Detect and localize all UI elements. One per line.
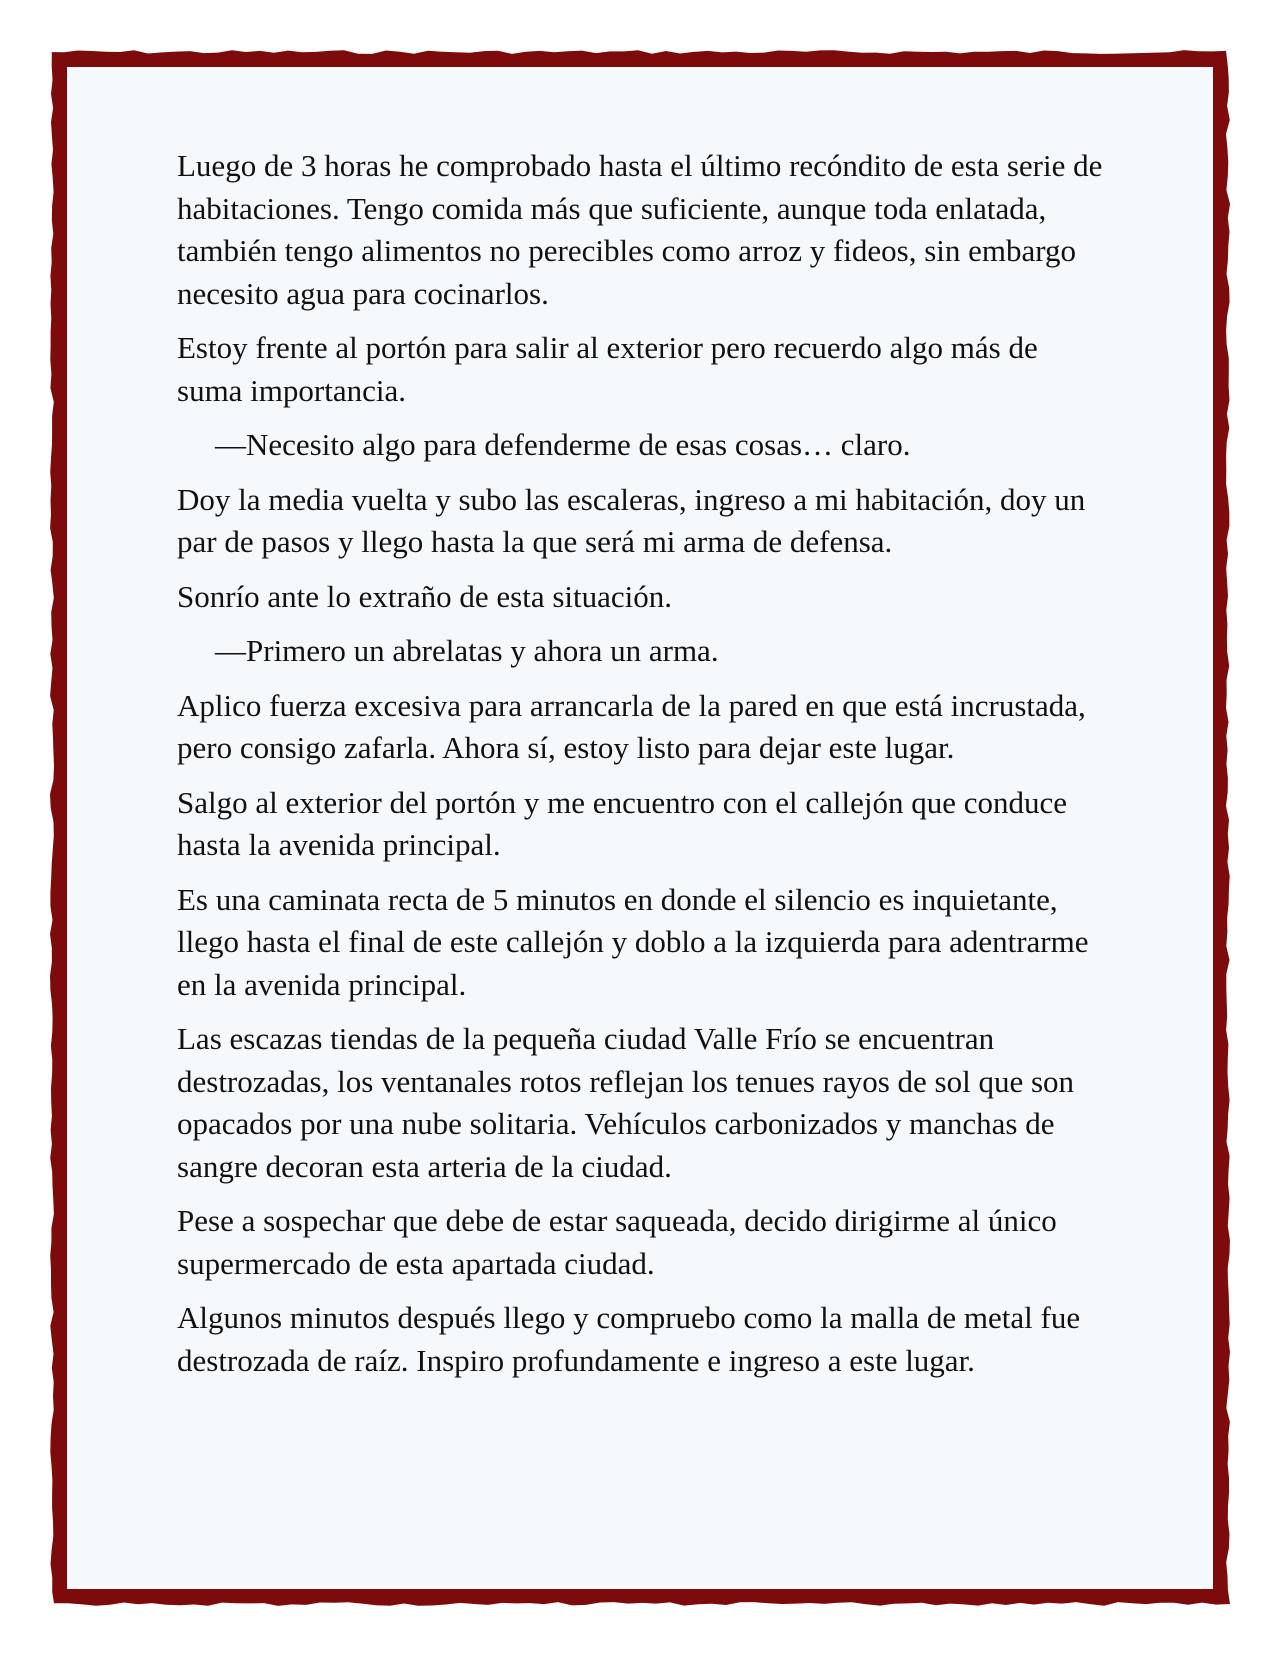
paragraph: Aplico fuerza excesiva para arrancarla de la pared en que está incrustada, pero consigo zafarla. Ahora sí, estoy listo para dejar este lugar.: [177, 687, 1086, 765]
paragraph: Algunos minutos después llego y compruebo como la malla de metal fue destrozada de raíz. Inspiro profundamente e ingreso a este lugar.: [177, 1300, 1081, 1378]
paragraph: Las escazas tiendas de la pequeña ciudad Valle Frío se encuentran destrozadas, los ventanales rotos reflejan los tenues rayos de sol que son opacados por una nube solitaria. Vehículos carbonizados y manchas de sangre decoran esta arteria de la ciudad.: [177, 1021, 1075, 1184]
paragraph: Salgo al exterior del portón y me encuentro con el callejón que conduce hasta la avenida principal.: [177, 784, 1068, 862]
paragraph: Doy la media vuelta y subo las escaleras, ingreso a mi habitación, doy un par de pasos y llego hasta la que será mi arma de defensa.: [177, 481, 1086, 559]
paragraph: Estoy frente al portón para salir al exterior pero recuerdo algo más de suma importancia.: [177, 330, 1038, 408]
paragraph: Pese a sospechar que debe de estar saqueada, decido dirigirme al único supermercado de esta apartada ciudad.: [177, 1203, 1057, 1281]
dialogue-line: —Necesito algo para defenderme de esas cosas… claro.: [215, 427, 911, 462]
story-text: [177, 145, 1107, 1394]
paragraph: Sonrío ante lo extraño de esta situación.: [177, 578, 673, 614]
dialogue-line: —Primero un abrelatas y ahora un arma.: [215, 633, 719, 668]
page-frame: [50, 50, 1230, 1606]
paragraph: Luego de 3 horas he comprobado hasta el último recóndito de esta serie de habitaciones. Tengo comida más que suficiente, aunque toda enlatada, también tengo alimentos no perecibles como arroz y fideos, sin embargo necesito agua para cocinarlos.: [177, 148, 1103, 311]
paragraph: Es una caminata recta de 5 minutos en donde el silencio es inquietante, llego hasta el final de este callejón y doblo a la izquierda para adentrarme en la avenida principal.: [177, 881, 1089, 1002]
